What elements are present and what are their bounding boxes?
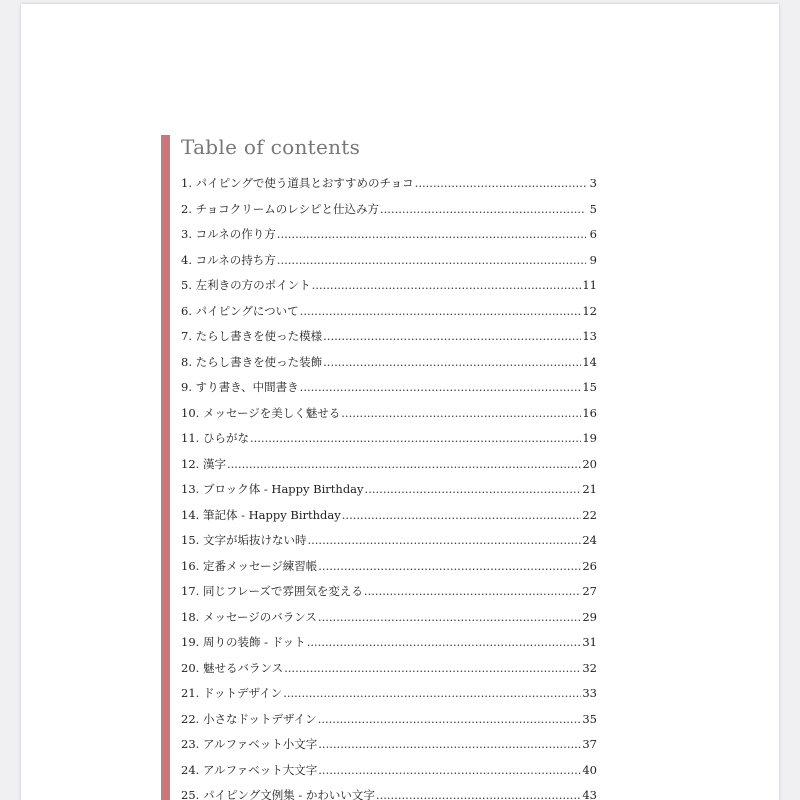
toc-entry-page-number: 15 (582, 380, 597, 394)
toc-entry[interactable] (181, 252, 597, 278)
toc-entry-page-number: 19 (582, 431, 597, 445)
toc-dot-leader (318, 763, 581, 777)
toc-entry[interactable] (181, 609, 597, 635)
toc-dot-leader (376, 788, 581, 800)
toc-dot-leader (300, 380, 582, 394)
toc-entry[interactable] (181, 303, 597, 329)
toc-dot-leader (365, 482, 582, 496)
toc-dot-leader (364, 584, 581, 598)
toc-entry[interactable] (181, 201, 597, 227)
toc-entry-label: 3. コルネの作り方 (181, 227, 276, 241)
toc-entry-label: 4. コルネの持ち方 (181, 252, 276, 267)
accent-bar (161, 135, 170, 800)
toc-entry-label: 22. 小さなドットデザイン (181, 711, 317, 726)
toc-entry-label: 10. メッセージを美しく魅せる (181, 405, 341, 420)
toc-entry[interactable] (181, 405, 597, 431)
toc-entry[interactable] (181, 354, 597, 380)
toc-entry-page-number: 6 (589, 227, 597, 241)
toc-entry-label: 18. メッセージのバランス (181, 609, 317, 624)
toc-entry-label: 13. ブロック体 - Happy Birthday (181, 482, 364, 496)
toc-entry[interactable] (181, 481, 597, 507)
toc-entry-label: 12. 漢字 (181, 456, 226, 471)
toc-entry-page-number: 16 (582, 405, 597, 420)
toc-dot-leader (277, 253, 586, 267)
toc-dot-leader (300, 304, 582, 318)
toc-entry-page-number: 43 (582, 788, 597, 800)
toc-entry-label: 24. アルファベット大文字 (181, 762, 318, 777)
toc-dot-leader (323, 355, 581, 369)
toc-entry-page-number: 40 (582, 762, 597, 777)
toc-entry-label: 6. パイピングについて (181, 303, 299, 318)
toc-entry[interactable] (181, 762, 597, 788)
toc-entry[interactable] (181, 711, 597, 737)
toc-dot-leader (318, 737, 581, 751)
toc-entry-page-number: 33 (582, 686, 597, 700)
toc-dot-leader (307, 635, 582, 649)
toc-entry-page-number: 14 (582, 354, 597, 369)
toc-dot-leader (312, 278, 582, 292)
toc-entry-label: 15. 文字が垢抜けない時 (181, 533, 307, 547)
toc-entry-label: 25. パイピング文例集 - かわいい文字 (181, 788, 375, 800)
toc-dot-leader (342, 508, 582, 522)
toc-entry-page-number: 37 (582, 737, 597, 751)
toc-entry[interactable] (181, 507, 597, 533)
toc-dot-leader (323, 329, 581, 343)
toc-dot-leader (415, 176, 586, 190)
toc-dot-leader (284, 661, 581, 675)
toc-entry[interactable] (181, 175, 597, 201)
toc-entry-label: 14. 筆記体 - Happy Birthday (181, 507, 341, 522)
toc-entry-page-number: 29 (582, 609, 597, 624)
toc-entry[interactable] (181, 277, 597, 303)
toc-dot-leader (283, 686, 581, 700)
document-page (21, 4, 779, 800)
toc-entry-label: 1. パイピングで使う道具とおすすめのチョコ (181, 176, 414, 190)
toc-entry-label: 5. 左利きの方のポイント (181, 278, 311, 292)
toc-entry-label: 2. チョコクリームのレシピと仕込み方 (181, 201, 379, 216)
toc-entry[interactable] (181, 685, 597, 711)
toc-entry[interactable] (181, 456, 597, 482)
toc-entry-page-number: 35 (582, 711, 597, 726)
toc-entry[interactable] (181, 226, 597, 252)
toc-entry-label: 23. アルファベット小文字 (181, 737, 318, 751)
toc-entry-page-number: 26 (582, 558, 597, 573)
toc-entry[interactable] (181, 430, 597, 456)
toc-entry-page-number: 9 (589, 252, 597, 267)
toc-entry-label: 19. 周りの装飾 - ドット (181, 635, 306, 649)
toc-dot-leader (318, 559, 581, 573)
toc-entry[interactable] (181, 660, 597, 686)
toc-entry[interactable] (181, 736, 597, 762)
toc-dot-leader (277, 227, 586, 241)
toc-entry-page-number: 11 (582, 278, 597, 292)
toc-entry-page-number: 21 (582, 482, 597, 496)
toc-dot-leader (318, 712, 582, 726)
toc-list (181, 175, 597, 800)
toc-entry[interactable] (181, 328, 597, 354)
toc-dot-leader (341, 406, 581, 420)
toc-entry[interactable] (181, 787, 597, 800)
toc-entry-page-number: 32 (582, 660, 597, 675)
toc-entry-page-number: 20 (582, 456, 597, 471)
toc-entry-page-number: 22 (582, 507, 597, 522)
toc-entry-page-number: 13 (582, 329, 597, 343)
toc-entry-page-number: 31 (582, 635, 597, 649)
toc-title: Table of contents (181, 135, 361, 159)
toc-entry-label: 11. ひらがな (181, 431, 249, 445)
toc-entry-label: 17. 同じフレーズで雰囲気を変える (181, 584, 363, 598)
toc-entry-page-number: 3 (589, 176, 597, 190)
toc-entry[interactable] (181, 532, 597, 558)
toc-entry-label: 21. ドットデザイン (181, 686, 283, 700)
toc-dot-leader (250, 431, 581, 445)
toc-entry-label: 20. 魅せるバランス (181, 660, 284, 675)
toc-entry-page-number: 12 (582, 303, 597, 318)
toc-entry[interactable] (181, 558, 597, 584)
toc-entry-label: 7. たらし書きを使った模様 (181, 329, 323, 343)
toc-dot-leader (380, 202, 586, 216)
toc-dot-leader (318, 610, 581, 624)
toc-entry-label: 16. 定番メッセージ練習帳 (181, 558, 318, 573)
toc-entry-page-number: 27 (582, 584, 597, 598)
toc-entry[interactable] (181, 634, 597, 660)
toc-entry-page-number: 24 (582, 533, 597, 547)
toc-entry-label: 9. すり書き、中間書き (181, 380, 299, 394)
toc-entry[interactable] (181, 583, 597, 609)
toc-dot-leader (307, 533, 581, 547)
toc-dot-leader (227, 457, 581, 471)
toc-entry[interactable] (181, 379, 597, 405)
toc-entry-page-number: 5 (589, 201, 597, 216)
toc-entry-label: 8. たらし書きを使った装飾 (181, 354, 323, 369)
